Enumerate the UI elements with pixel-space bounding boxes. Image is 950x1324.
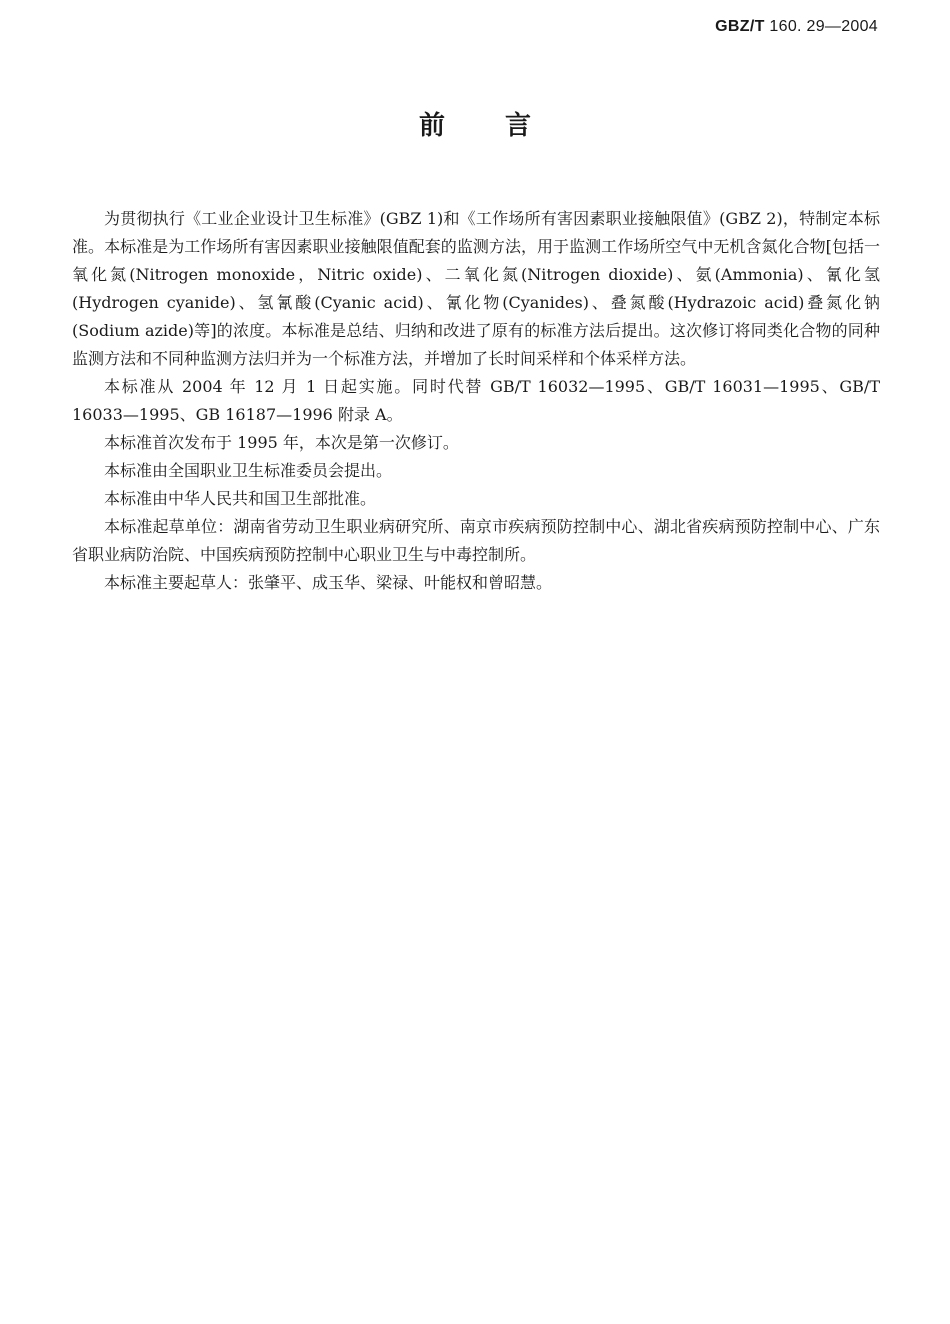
standard-code-prefix: GBZ/T (715, 18, 765, 35)
paragraph-purpose: 为贯彻执行《工业企业设计卫生标准》(GBZ 1)和《工作场所有害因素职业接触限值》(GBZ 2)，特制定本标准。本标准是为工作场所有害因素职业接触限值配套的监测方法，用于监测工作场所空气中无机含氮化合物[包括一氧化氮(Nitrogen monoxide，Nitric oxide)、二氧化氮(Nitrogen dioxide)、氨(Ammonia)、氰化氢(Hydrogen cyanide)、氢氰酸(Cyanic acid)、氰化物(Cyanides)、叠氮酸(Hydrazoic acid)叠氮化钠(Sodium azide)等]的浓度。本标准是总结、归纳和改进了原有的标准方法后提出。这次修订将同类化合物的同种监测方法和不同种监测方法归并为一个标准方法，并增加了长时间采样和个体采样方法。 (72, 209, 880, 368)
paragraph-proposed-by: 本标准由全国职业卫生标准委员会提出。 (104, 461, 393, 480)
paragraph-approved-by: 本标准由中华人民共和国卫生部批准。 (104, 489, 377, 508)
document-body (72, 205, 880, 597)
page-title: 前言 (418, 111, 591, 141)
paragraph-drafting-units: 本标准起草单位：湖南省劳动卫生职业病研究所、南京市疾病预防控制中心、湖北省疾病预防控制中心、广东省职业病防治院、中国疾病预防控制中心职业卫生与中毒控制所。 (72, 517, 880, 564)
standard-code-header (715, 18, 878, 36)
paragraph-drafters: 本标准主要起草人：张肇平、成玉华、梁禄、叶能权和曾昭慧。 (104, 573, 553, 592)
paragraph-effective-date: 本标准从 2004 年 12 月 1 日起实施。同时代替 GB/T 16032—1995、GB/T 16031—1995、GB/T 16033—1995、GB 16187—1996 附录 A。 (72, 377, 880, 424)
paragraph-first-release: 本标准首次发布于 1995 年，本次是第一次修订。 (104, 433, 459, 452)
standard-code-number: 160. 29—2004 (769, 18, 878, 35)
